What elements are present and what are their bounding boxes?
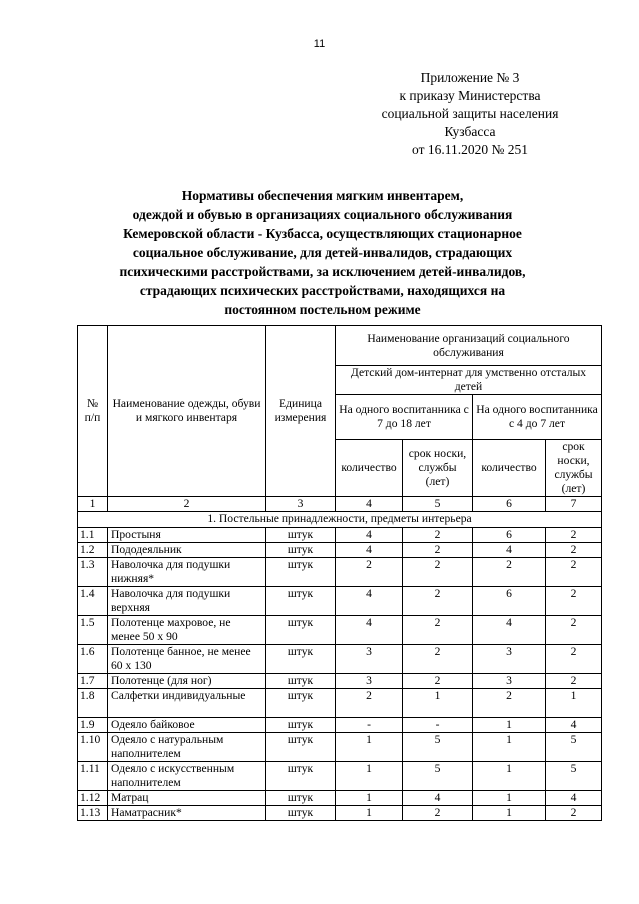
row-term-2: 4 [546, 791, 602, 806]
header-term: срок носки, службы (лет) [403, 440, 473, 497]
header-qty: количество [473, 440, 546, 497]
header-term: срок носки, службы (лет) [546, 440, 602, 497]
row-num: 1.6 [78, 645, 108, 674]
table-row [78, 806, 602, 821]
column-number: 3 [266, 497, 336, 512]
row-unit: штук [266, 543, 336, 558]
table-row [78, 645, 602, 674]
row-unit: штук [266, 689, 336, 718]
row-num: 1.2 [78, 543, 108, 558]
title-line: Кемеровской области - Кузбасса, осуществляющих стационарное [123, 226, 522, 241]
row-name: Наволочка для подушки нижняя* [108, 558, 266, 587]
row-term-2: 2 [546, 806, 602, 821]
row-num: 1.7 [78, 674, 108, 689]
row-qty-2: 6 [473, 587, 546, 616]
row-num: 1.3 [78, 558, 108, 587]
column-number: 6 [473, 497, 546, 512]
row-term-2: 2 [546, 558, 602, 587]
row-term-1: 5 [403, 762, 473, 791]
table-row [78, 791, 602, 806]
row-num: 1.12 [78, 791, 108, 806]
column-number: 5 [403, 497, 473, 512]
row-term-1: 2 [403, 616, 473, 645]
row-term-2: 2 [546, 587, 602, 616]
row-num: 1.5 [78, 616, 108, 645]
row-unit: штук [266, 616, 336, 645]
row-qty-1: 1 [336, 762, 403, 791]
row-qty-1: 4 [336, 543, 403, 558]
row-term-1: 4 [403, 791, 473, 806]
row-qty-2: 1 [473, 733, 546, 762]
row-term-1: 2 [403, 674, 473, 689]
row-qty-1: 1 [336, 806, 403, 821]
row-name: Салфетки индивидуальные [108, 689, 266, 718]
column-number: 2 [108, 497, 266, 512]
table-row [78, 528, 602, 543]
row-unit: штук [266, 791, 336, 806]
row-term-1: 5 [403, 733, 473, 762]
table-row [78, 587, 602, 616]
row-term-1: 2 [403, 587, 473, 616]
table-row [78, 762, 602, 791]
row-term-1: 2 [403, 558, 473, 587]
column-numbers-row [78, 497, 602, 512]
title-line: социальное обслуживание, для детей-инвалидов, страдающих [132, 245, 513, 260]
row-term-2: 2 [546, 616, 602, 645]
row-num: 1.8 [78, 689, 108, 718]
appendix-line: от 16.11.2020 № 251 [412, 142, 528, 157]
table-row [78, 689, 602, 718]
row-term-1: 1 [403, 689, 473, 718]
table-row [78, 674, 602, 689]
row-qty-1: 2 [336, 689, 403, 718]
row-name: Простыня [108, 528, 266, 543]
row-term-2: 5 [546, 762, 602, 791]
column-number: 1 [78, 497, 108, 512]
row-qty-1: 1 [336, 733, 403, 762]
header-org-group: Наименование организаций социального обслуживания [336, 326, 602, 366]
row-num: 1.4 [78, 587, 108, 616]
row-unit: штук [266, 718, 336, 733]
row-unit: штук [266, 806, 336, 821]
row-term-1: 2 [403, 806, 473, 821]
row-unit: штук [266, 645, 336, 674]
row-name: Наматрасник* [108, 806, 266, 821]
title-line: психическими расстройствами, за исключением детей-инвалидов, [119, 264, 526, 279]
row-qty-1: 4 [336, 616, 403, 645]
header-org: Детский дом-интернат для умственно отсталых детей [336, 366, 602, 395]
row-term-1: - [403, 718, 473, 733]
appendix-line: Кузбасса [444, 124, 496, 139]
norms-table [77, 325, 602, 821]
row-num: 1.11 [78, 762, 108, 791]
row-num: 1.10 [78, 733, 108, 762]
row-term-2: 2 [546, 674, 602, 689]
row-num: 1.9 [78, 718, 108, 733]
appendix-line: социальной защиты населения [381, 106, 559, 121]
row-term-1: 2 [403, 528, 473, 543]
document-title [90, 186, 555, 319]
row-qty-2: 1 [473, 718, 546, 733]
row-name: Матрац [108, 791, 266, 806]
row-term-1: 2 [403, 543, 473, 558]
appendix-line: к приказу Министерства [399, 88, 541, 103]
column-number: 7 [546, 497, 602, 512]
page-number: 11 [313, 38, 326, 50]
title-line: Нормативы обеспечения мягким инвентарем, [181, 188, 464, 203]
row-unit: штук [266, 587, 336, 616]
table-row [78, 718, 602, 733]
row-qty-2: 1 [473, 791, 546, 806]
row-name: Полотенце (для ног) [108, 674, 266, 689]
row-term-1: 2 [403, 645, 473, 674]
section-title: 1. Постельные принадлежности, предметы интерьера [78, 512, 602, 528]
header-age-group-1: На одного воспитанника с 7 до 18 лет [336, 395, 473, 440]
row-qty-1: 3 [336, 645, 403, 674]
section-row [78, 512, 602, 528]
row-qty-1: 3 [336, 674, 403, 689]
row-term-2: 2 [546, 528, 602, 543]
row-qty-2: 3 [473, 645, 546, 674]
row-name: Одеяло байковое [108, 718, 266, 733]
row-name: Полотенце банное, не менее 60 х 130 [108, 645, 266, 674]
row-qty-2: 1 [473, 762, 546, 791]
row-unit: штук [266, 558, 336, 587]
header-name: Наименование одежды, обуви и мягкого инвентаря [108, 326, 266, 497]
row-qty-1: 2 [336, 558, 403, 587]
row-qty-2: 4 [473, 543, 546, 558]
row-name: Наволочка для подушки верхняя [108, 587, 266, 616]
title-line: постоянном постельном режиме [224, 302, 421, 317]
title-line: одеждой и обувью в организациях социального обслуживания [132, 207, 513, 222]
header-num: № п/п [78, 326, 108, 497]
header-unit: Единица измерения [266, 326, 336, 497]
row-name: Одеяло с натуральным наполнителем [108, 733, 266, 762]
row-term-2: 4 [546, 718, 602, 733]
header-age-group-2: На одного воспитанника с 4 до 7 лет [473, 395, 602, 440]
row-num: 1.13 [78, 806, 108, 821]
row-qty-2: 2 [473, 689, 546, 718]
row-term-2: 2 [546, 645, 602, 674]
row-unit: штук [266, 762, 336, 791]
row-qty-2: 4 [473, 616, 546, 645]
table-row [78, 558, 602, 587]
row-name: Пододеяльник [108, 543, 266, 558]
row-qty-2: 3 [473, 674, 546, 689]
row-qty-1: 4 [336, 528, 403, 543]
row-name: Одеяло с искусственным наполнителем [108, 762, 266, 791]
column-number: 4 [336, 497, 403, 512]
row-unit: штук [266, 733, 336, 762]
row-unit: штук [266, 528, 336, 543]
header-qty: количество [336, 440, 403, 497]
row-qty-2: 1 [473, 806, 546, 821]
appendix-line: Приложение № 3 [420, 70, 520, 85]
title-line: страдающих психических расстройствами, находящихся на [139, 283, 506, 298]
table-row [78, 543, 602, 558]
row-unit: штук [266, 674, 336, 689]
row-term-2: 5 [546, 733, 602, 762]
row-qty-1: 4 [336, 587, 403, 616]
table-row [78, 733, 602, 762]
row-num: 1.1 [78, 528, 108, 543]
row-qty-2: 6 [473, 528, 546, 543]
row-qty-1: - [336, 718, 403, 733]
row-term-2: 2 [546, 543, 602, 558]
row-name: Полотенце махровое, не менее 50 х 90 [108, 616, 266, 645]
table-row [78, 616, 602, 645]
row-qty-2: 2 [473, 558, 546, 587]
row-qty-1: 1 [336, 791, 403, 806]
row-term-2: 1 [546, 689, 602, 718]
appendix-block [340, 69, 600, 159]
